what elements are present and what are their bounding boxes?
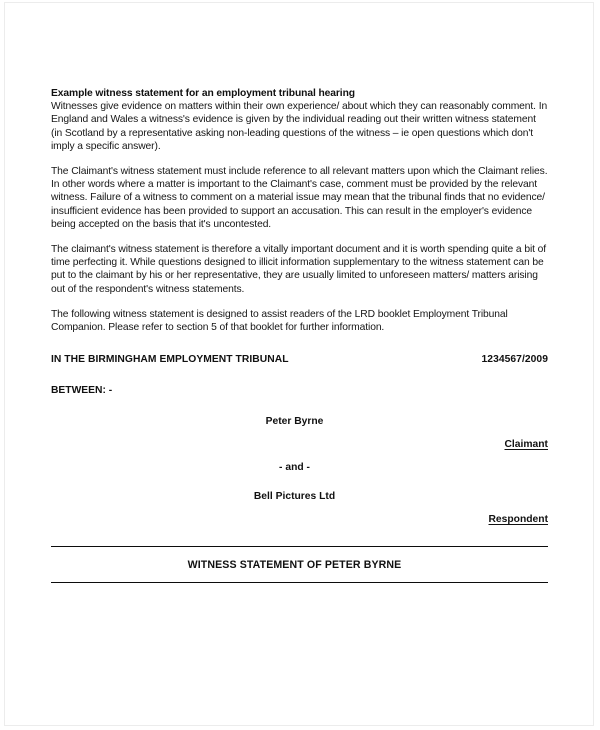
claimant-block bbox=[51, 416, 548, 450]
spacer-above-statement-title bbox=[51, 547, 548, 559]
respondent-role bbox=[51, 514, 548, 525]
spacer-before-top-rule bbox=[51, 525, 548, 546]
between-label: BETWEEN: - bbox=[51, 385, 113, 397]
parties-conjunction: - and - bbox=[279, 462, 310, 474]
statement-bottom-rule bbox=[51, 582, 548, 583]
intro-block bbox=[51, 87, 548, 153]
case-number: 1234567/2009 bbox=[481, 354, 548, 366]
court-name: IN THE BIRMINGHAM EMPLOYMENT TRIBUNAL bbox=[51, 354, 289, 366]
spacer-before-between bbox=[51, 365, 548, 385]
spacer-below-statement-title bbox=[51, 571, 548, 582]
document-page bbox=[4, 2, 594, 726]
document-lead-title: Example witness statement for an employment tribunal hearing bbox=[51, 88, 355, 99]
spacer-before-parties bbox=[51, 396, 548, 416]
respondent-block bbox=[51, 491, 548, 525]
claimant-name: Peter Byrne bbox=[265, 416, 324, 428]
spacer-respondent-role bbox=[51, 502, 548, 514]
respondent-role-label: Respondent bbox=[488, 514, 548, 526]
document-body bbox=[51, 87, 548, 583]
claimant-role bbox=[51, 439, 548, 450]
spacer-claimant-role bbox=[51, 427, 548, 439]
spacer-before-court-heading bbox=[51, 334, 548, 354]
respondent-name: Bell Pictures Ltd bbox=[253, 491, 336, 503]
court-heading-row bbox=[51, 354, 548, 365]
claimant-role-label: Claimant bbox=[504, 439, 548, 451]
statement-title: WITNESS STATEMENT OF PETER BYRNE bbox=[187, 559, 402, 572]
paragraph-2: The Claimant's witness statement must include reference to all relevant matters upon which the Claimant relies. In other words where a matter is important to the Claimant's case, comment must be provided by the relevant witness. Failure of a witness to comment on a material issue may mean that the tribunal finds that no evidence/ insufficient evidence has been provided to support an accusation. This can result in the employer's evidence being accepted on the basis that it's uncontested. bbox=[51, 166, 548, 230]
spacer-before-respondent bbox=[51, 473, 548, 491]
paragraph-1: Witnesses give evidence on matters within their own experience/ about which they can reasonably comment. In England and Wales a witness's evidence is given by the individual reading out their written witness statement (in Scotland by a representative asking non-leading questions of the witness – ie open questions which don't imply a specific answer). bbox=[51, 101, 548, 152]
paragraph-4: The following witness statement is designed to assist readers of the LRD booklet Employment Tribunal Companion. Please refer to section 5 of that booklet for further information. bbox=[51, 308, 508, 334]
spacer-before-conjunction bbox=[51, 450, 548, 462]
paragraph-3: The claimant's witness statement is therefore a vitally important document and it is worth spending quite a bit of time perfecting it. While questions designed to illicit information supplementary to the witness statement can be put to the claimant by his or her representative, they are usually limited to unforeseen matters/ matters arising out of the respondent's witness statements. bbox=[51, 244, 547, 295]
